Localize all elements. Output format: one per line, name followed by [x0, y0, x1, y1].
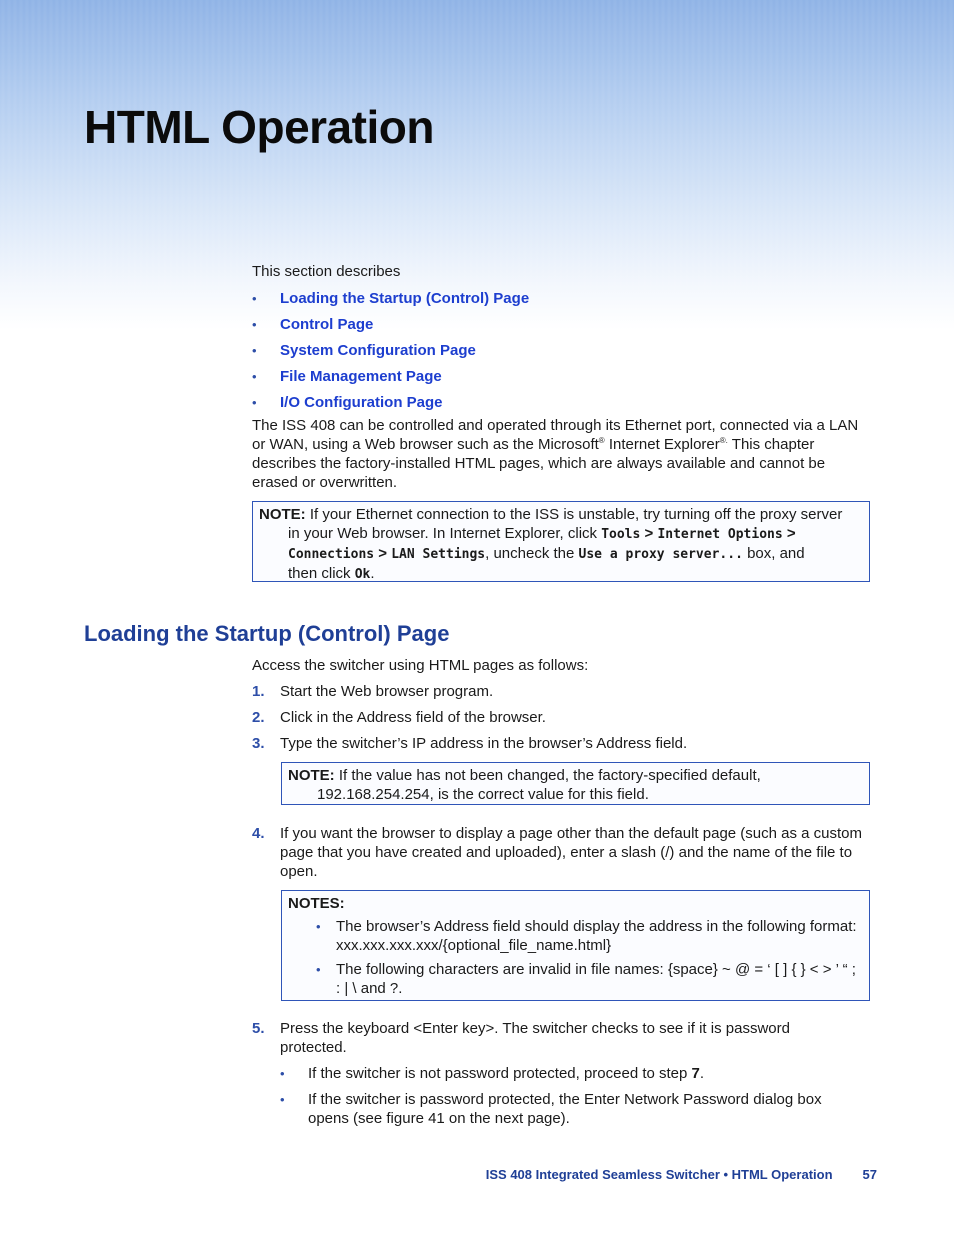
- section-lead: Access the switcher using HTML pages as follows:: [252, 657, 589, 674]
- sub-bullet-text-part: .: [699, 1065, 705, 1082]
- paragraph-text: This chapter describes the factory-installed HTML pages, which are always available and cannot be erased or overwritten.: [252, 436, 826, 491]
- step-number: 4.: [252, 825, 265, 842]
- step-number: 2.: [252, 708, 265, 726]
- step-number: 1.: [252, 683, 265, 700]
- note-text: box, and: [742, 545, 805, 562]
- note-box-proxy: [252, 501, 870, 582]
- sub-bullet-list: [280, 1064, 850, 1128]
- registered-mark: ®.: [719, 436, 728, 445]
- step-text: Type the switcher’s IP address in the browser’s Address field.: [280, 734, 688, 752]
- bullet-icon: •: [280, 1092, 285, 1107]
- sub-bullet-text: If the switcher is password protected, the Enter Network Password dialog box opens (see figure 41 on the next page).: [308, 1091, 822, 1127]
- steps-list: [252, 1019, 812, 1057]
- list-item: [252, 338, 529, 364]
- step-text: Press the keyboard <Enter key>. The switcher checks to see if it is password protected.: [280, 1020, 790, 1056]
- list-item: [280, 1090, 850, 1128]
- list-item: [252, 708, 687, 734]
- notes-list: [288, 917, 863, 998]
- intro-lead: This section describes: [252, 263, 401, 280]
- registered-mark: ®: [598, 436, 605, 445]
- bullet-icon: •: [252, 368, 257, 384]
- bullet-icon: •: [252, 342, 257, 358]
- list-item: [288, 917, 863, 955]
- step-number: 5.: [252, 1020, 265, 1037]
- list-item: [252, 363, 529, 389]
- note-text: The browser’s Address field should display the address in the following format: xxx.xxx.xxx.xxx/{optional_file_name.html}: [336, 918, 857, 954]
- list-item: [288, 960, 863, 998]
- step-text: Start the Web browser program.: [280, 683, 494, 700]
- page-number: 57: [862, 1167, 877, 1182]
- list-item: [252, 682, 687, 708]
- menu-separator: >: [640, 525, 658, 542]
- note-text: , uncheck the: [485, 545, 579, 562]
- bullet-icon: •: [280, 1066, 285, 1081]
- link-loading-startup-page[interactable]: Loading the Startup (Control) Page: [280, 290, 530, 308]
- list-item: [252, 389, 529, 415]
- intro-paragraph: [252, 416, 872, 492]
- note-text: .: [370, 565, 375, 582]
- bullet-icon: •: [252, 394, 257, 410]
- list-item: [280, 1064, 850, 1083]
- menu-path-connections: Connections: [288, 547, 375, 562]
- link-system-configuration-page[interactable]: System Configuration Page: [280, 341, 476, 359]
- link-control-page[interactable]: Control Page: [280, 316, 374, 334]
- step-text: Click in the Address field of the browser.: [280, 708, 546, 726]
- steps-list: [252, 824, 872, 881]
- note-text: If the value has not been changed, the factory-specified default,: [334, 767, 761, 784]
- step-reference: 7: [691, 1065, 700, 1082]
- menu-separator: >: [782, 525, 796, 542]
- notes-label: NOTES:: [288, 895, 345, 912]
- sub-bullet-text: [308, 1064, 704, 1083]
- link-file-management-page[interactable]: File Management Page: [280, 367, 442, 385]
- header-banner: [0, 0, 954, 333]
- footer-title: ISS 408 Integrated Seamless Switcher • HTML Operation: [485, 1167, 833, 1182]
- step-text: If you want the browser to display a page other than the default page (such as a custom page that you have created and uploaded), enter a slash (/) and the name of the file to open.: [280, 825, 863, 880]
- sub-bullet-text-part: If the switcher is not password protected, proceed to step: [308, 1065, 692, 1082]
- option-use-proxy: Use a proxy server...: [578, 547, 743, 562]
- list-item: [252, 824, 872, 881]
- steps-list: [252, 682, 687, 759]
- list-item: [252, 734, 687, 760]
- note-text: 192.168.254.254, is the correct value for this field.: [317, 786, 649, 803]
- page-title: HTML Operation: [84, 101, 434, 153]
- list-item: [252, 312, 529, 338]
- list-item: [252, 286, 529, 312]
- note-text: If your Ethernet connection to the ISS is unstable, try turning off the proxy server: [305, 506, 843, 523]
- step-number: 3.: [252, 734, 265, 752]
- page-footer: [486, 1167, 877, 1182]
- note-text: The following characters are invalid in file names: {space} ~ @ = ‘ [ ] { } < > ’ “ ; : | \ and ?.: [336, 961, 856, 997]
- note-text: then click: [288, 565, 355, 582]
- bullet-icon: •: [316, 962, 321, 977]
- note-box-default-ip: [281, 762, 870, 805]
- link-io-configuration-page[interactable]: I/O Configuration Page: [280, 393, 443, 411]
- list-item: [252, 1019, 812, 1057]
- bullet-icon: •: [316, 919, 321, 934]
- paragraph-text: The ISS 408 can be controlled and operated through its Ethernet port, connected via a LAN or WAN, using a Web browser such as the Microsoft: [252, 417, 859, 453]
- menu-separator: >: [374, 545, 392, 562]
- section-heading: Loading the Startup (Control) Page: [84, 621, 450, 646]
- bullet-icon: •: [252, 291, 257, 307]
- menu-path-lan-settings: LAN Settings: [391, 547, 486, 562]
- section-links-list: [252, 286, 529, 415]
- menu-path-tools: Tools: [601, 527, 641, 542]
- paragraph-text: Internet Explorer: [604, 436, 720, 453]
- notes-box-filenames: [281, 890, 870, 1001]
- note-label: NOTE:: [259, 506, 306, 523]
- note-label: NOTE:: [288, 767, 335, 784]
- bullet-icon: •: [252, 317, 257, 333]
- menu-path-internet-options: Internet Options: [657, 527, 783, 542]
- button-name-ok: Ok: [354, 567, 371, 582]
- note-text: in your Web browser. In Internet Explorer, click: [288, 525, 602, 542]
